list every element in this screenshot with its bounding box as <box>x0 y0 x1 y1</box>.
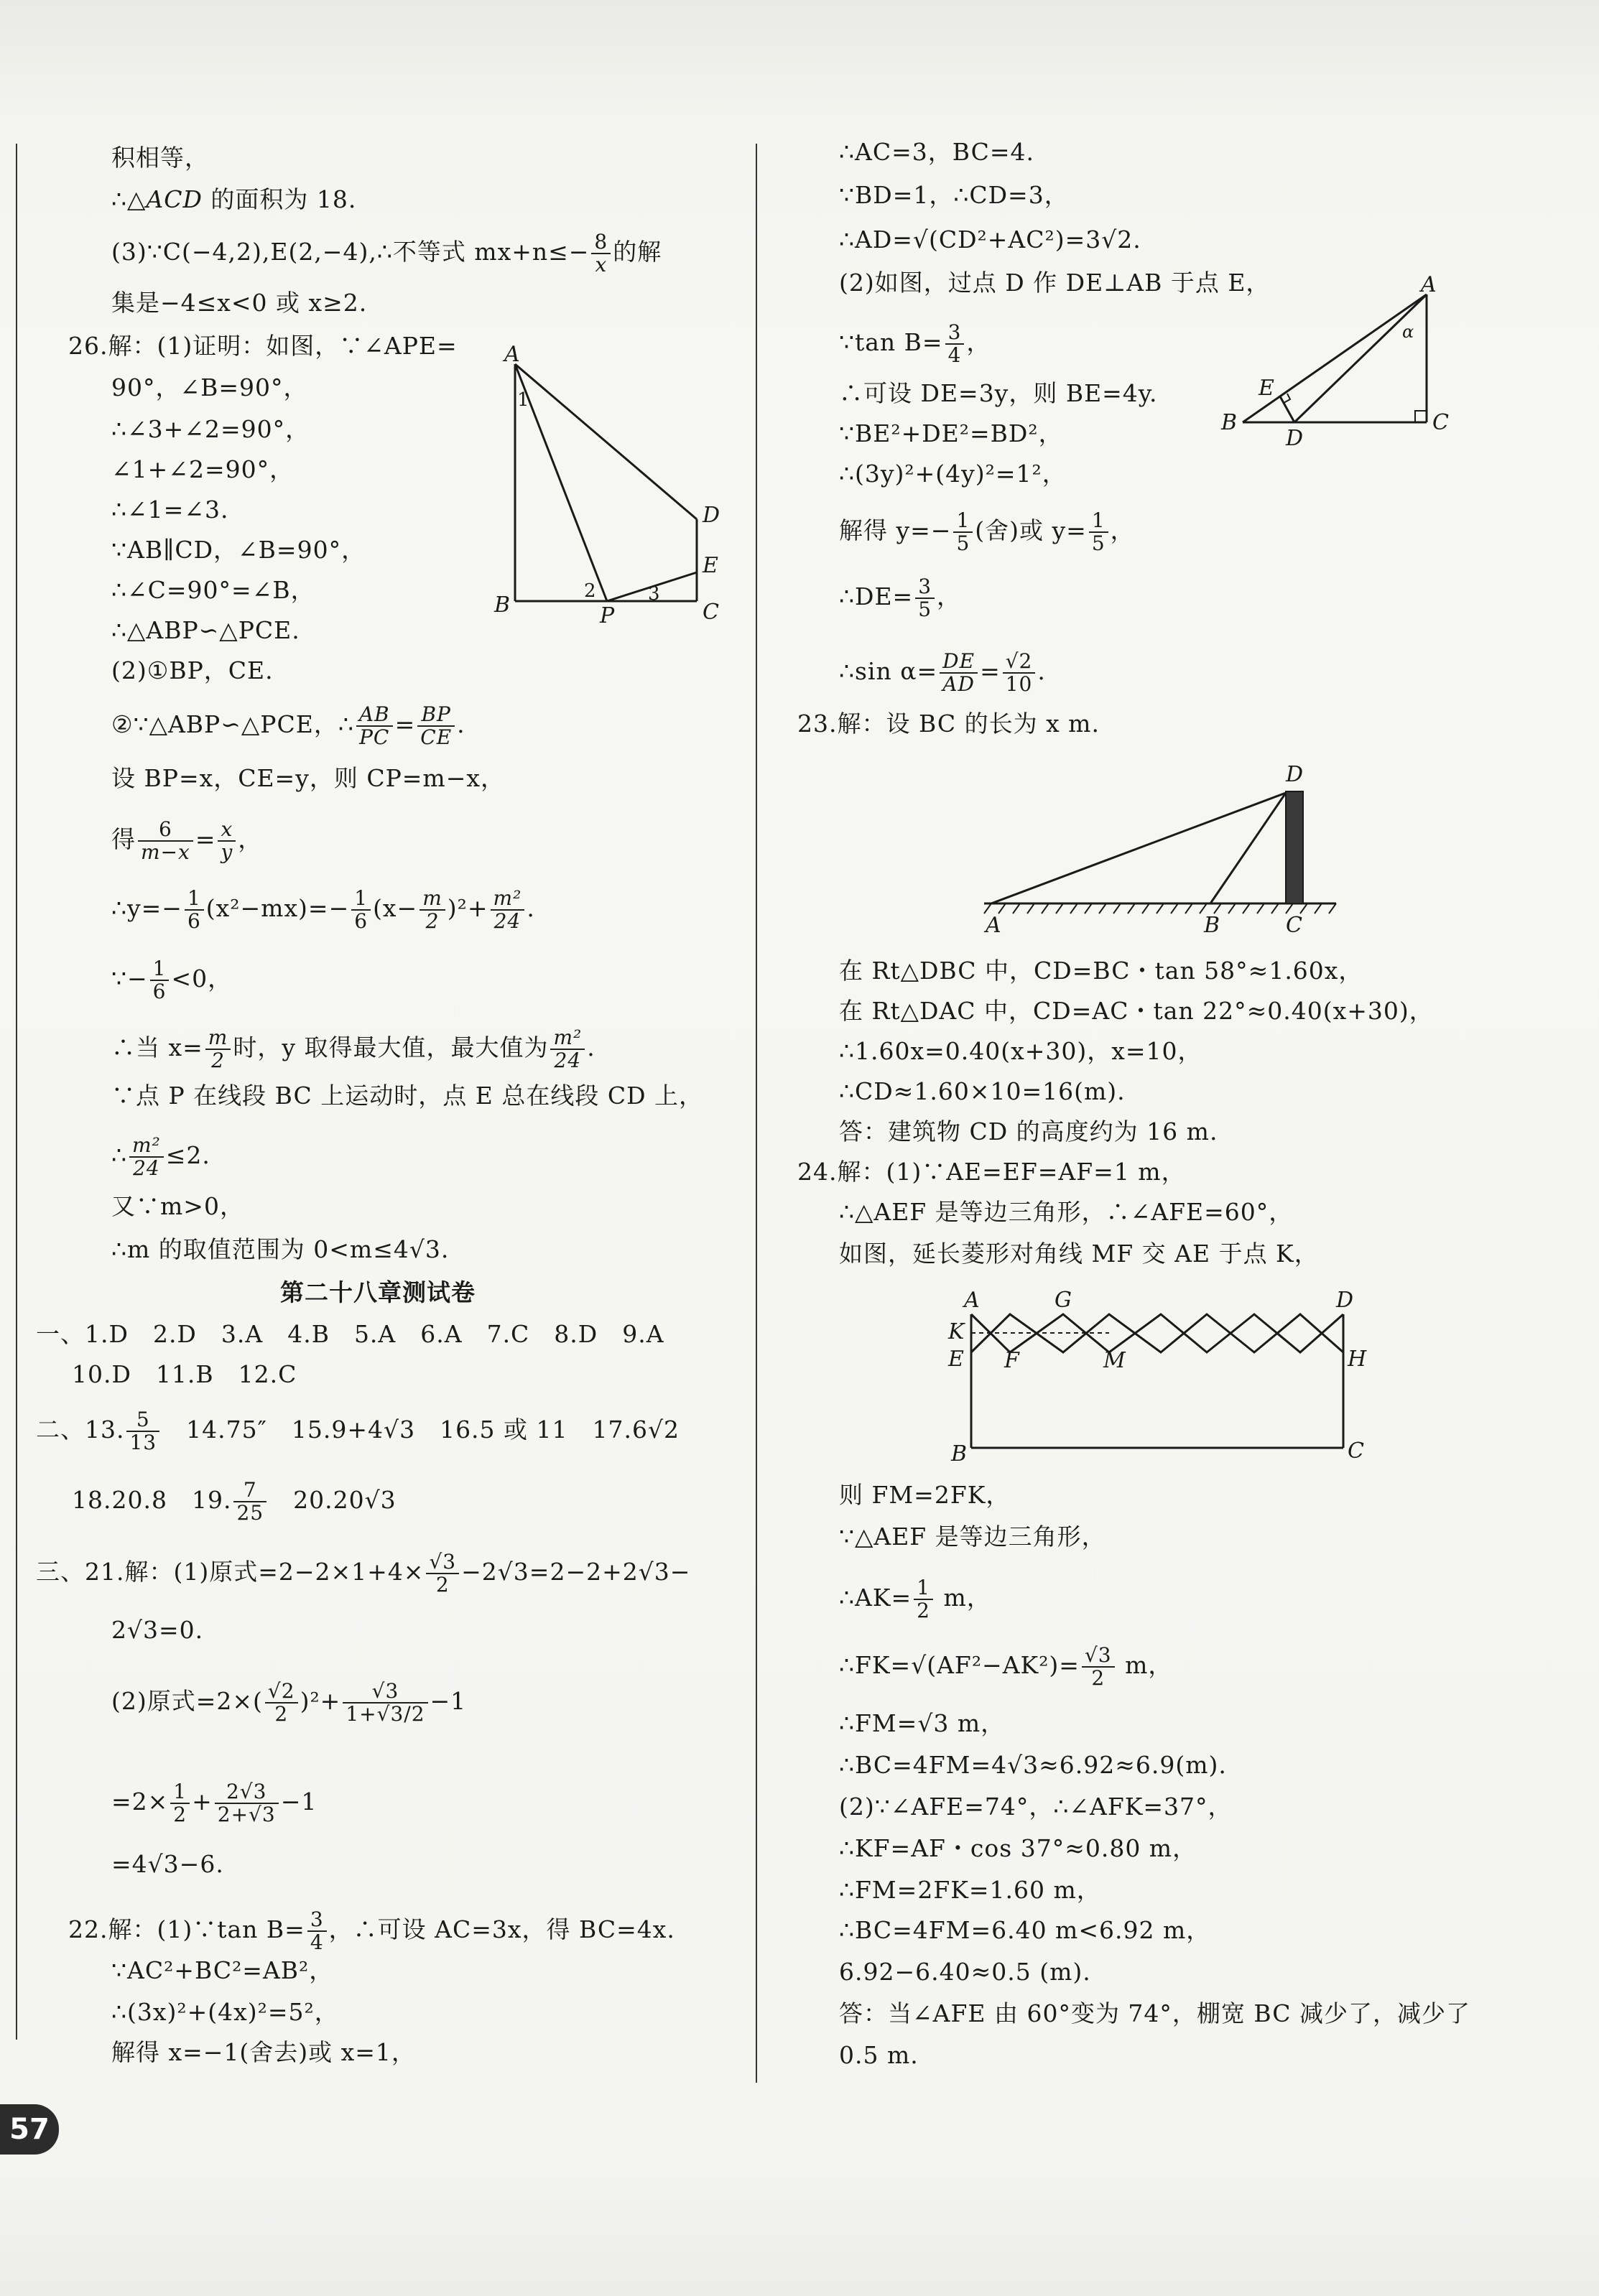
angle-1-label: 1 <box>517 389 529 411</box>
numerator: 1 <box>185 888 204 911</box>
label-A: A <box>986 913 1001 938</box>
text-line <box>111 704 465 748</box>
text-span: ∵tan B= <box>839 328 943 356</box>
fraction <box>426 1551 459 1596</box>
left-margin-rule <box>16 144 17 2040</box>
text-line <box>839 1645 1172 1689</box>
text-line: ∴∠3+∠2=90°， <box>111 415 310 443</box>
denominator: 24 <box>133 1156 160 1180</box>
text-span: −1 <box>430 1687 467 1715</box>
fraction <box>185 888 204 932</box>
denominator: 2 <box>211 1049 225 1072</box>
text-span: ， <box>966 328 991 356</box>
numerator: m <box>205 1027 231 1050</box>
denominator: y <box>221 840 233 864</box>
fraction <box>914 1577 933 1622</box>
right-angle-E <box>1284 394 1290 403</box>
text-span: . <box>587 1033 595 1061</box>
text-line: ∴AD=√(CD²+AC²)=3√2. <box>839 226 1141 254</box>
text-line <box>839 322 991 366</box>
text-line: 10.D 11.B 12.C <box>72 1360 297 1388</box>
label-H: H <box>1348 1347 1367 1372</box>
text-span: 18.20.8 19. <box>72 1486 232 1514</box>
text-span: . <box>457 710 465 738</box>
fraction <box>265 1681 298 1725</box>
denominator: 24 <box>554 1049 582 1072</box>
text-line <box>111 1681 466 1725</box>
fraction <box>215 1781 279 1826</box>
segment-AD <box>515 364 697 519</box>
fraction <box>129 1135 164 1179</box>
text-span: 二、13. <box>36 1416 125 1444</box>
text-span: ∴△ <box>111 185 147 213</box>
label-C: C <box>1348 1439 1364 1464</box>
label-E: E <box>1259 376 1274 401</box>
text-span: (2)原式=2×( <box>111 1687 263 1715</box>
segment-DA <box>1294 294 1427 422</box>
numerator: m <box>420 888 445 911</box>
figure-23-diagram <box>977 760 1350 947</box>
text-span: 20.20√3 <box>269 1486 397 1514</box>
text-span: ， <box>1110 516 1135 544</box>
denominator: m−x <box>141 840 190 864</box>
text-line: ∴m 的取值范围为 0<m≤4√3. <box>111 1235 450 1263</box>
text-span: = <box>394 710 416 738</box>
text-line <box>111 1027 595 1072</box>
label-A: A <box>964 1288 980 1313</box>
text-line: ∵AC²+BC²=AB²， <box>111 1956 334 1984</box>
text-line: ∴可设 DE=3y，则 BE=4y. <box>839 379 1158 407</box>
denominator: 2 <box>1091 1666 1106 1690</box>
text-line: 2√3=0. <box>111 1616 204 1644</box>
fraction <box>126 1409 159 1454</box>
text-span: ∴DE= <box>839 582 914 610</box>
text-span: 三、21.解：(1)原式=2−2×1+4× <box>36 1558 425 1586</box>
text-line <box>111 185 356 214</box>
text-line: ∴BC=4FM=6.40 m<6.92 m， <box>839 1916 1211 1944</box>
text-line: 集是−4≤x<0 或 x≥2. <box>111 289 368 317</box>
text-span: = <box>195 825 216 853</box>
text-span: ∴y=− <box>111 894 182 922</box>
numerator: 1 <box>351 888 371 911</box>
numerator: 1 <box>150 958 170 981</box>
fraction <box>351 888 371 932</box>
fraction <box>343 1681 427 1725</box>
numerator: DE <box>940 651 978 674</box>
fraction <box>150 958 170 1003</box>
segment-BD <box>1210 793 1286 903</box>
text-line <box>839 651 1046 695</box>
text-line: ∴AC=3，BC=4. <box>839 138 1034 166</box>
fraction <box>550 1027 585 1072</box>
label-F: F <box>1004 1348 1019 1373</box>
text-line: 一、1.D 2.D 3.A 4.B 5.A 6.A 7.C 8.D 9.A <box>36 1320 664 1348</box>
text-span: (x− <box>373 894 418 922</box>
numerator: 2√3 <box>215 1781 279 1804</box>
ground-hatching <box>984 903 1336 914</box>
fraction <box>233 1479 266 1524</box>
figure-26-diagram <box>488 341 733 625</box>
label-C: C <box>1286 913 1302 938</box>
text-line: (2)∵∠AFE=74°，∴∠AFK=37°， <box>839 1793 1233 1821</box>
text-span: 时，y 取得最大值，最大值为 <box>233 1033 549 1061</box>
text-span: )²+ <box>447 894 488 922</box>
numerator: 3 <box>945 322 965 345</box>
text-span: ≤2. <box>165 1141 210 1169</box>
text-line <box>72 1479 397 1524</box>
label-B: B <box>494 592 511 618</box>
text-line: ∵BD=1，∴CD=3， <box>839 181 1069 209</box>
text-span: 得 <box>111 825 136 853</box>
denominator: 2+√3 <box>217 1803 276 1826</box>
text-span: ，∴可设 AC=3x，得 BC=4x. <box>328 1915 675 1943</box>
label-D: D <box>1286 426 1304 451</box>
fraction <box>205 1027 231 1072</box>
text-span: 解得 y=− <box>839 516 952 544</box>
fraction <box>420 888 445 932</box>
text-line: ∴1.60x=0.40(x+30)，x=10， <box>839 1037 1202 1065</box>
label-D: D <box>703 503 720 528</box>
denominator: 1+√3/2 <box>346 1702 425 1726</box>
text-line: 答：当∠AFE 由 60°变为 74°，棚宽 BC 减少了，减少了 <box>839 1999 1471 2027</box>
text-line: ∴KF=AF・cos 37°≈0.80 m， <box>839 1834 1197 1862</box>
label-P: P <box>600 603 615 625</box>
text-line: ∴△ABP∽△PCE. <box>111 616 300 644</box>
text-span: (x²−mx)=− <box>205 894 350 922</box>
fraction <box>1082 1645 1115 1689</box>
figure-24-svg <box>934 1286 1379 1472</box>
text-line: ∠1+∠2=90°， <box>111 455 295 483</box>
chapter-title: 第二十八章测试卷 <box>280 1278 476 1306</box>
numerator: √3 <box>426 1551 459 1574</box>
text-line: 23.解：设 BC 的长为 x m. <box>797 710 1100 738</box>
text-span: ②∵△ABP∽△PCE，∴ <box>111 710 354 738</box>
text-line <box>111 1135 210 1179</box>
denominator: 2 <box>425 909 440 933</box>
denominator: 24 <box>493 909 522 933</box>
text-span: )²+ <box>300 1687 341 1715</box>
text-line: ∴FM=√3 m， <box>839 1709 1006 1737</box>
denominator: 2 <box>274 1702 289 1726</box>
figure-22-svg <box>1214 273 1465 452</box>
text-span: . <box>1037 657 1046 685</box>
text-line: ∴(3y)²+(4y)²=1²， <box>839 460 1067 488</box>
text-line: ∴∠1=∠3. <box>111 496 229 524</box>
segment-BA <box>1243 294 1427 422</box>
numerator: 1 <box>914 1577 933 1600</box>
denominator: x <box>595 253 608 276</box>
text-line: 26.解：(1)证明：如图，∵∠APE= <box>68 332 458 360</box>
text-line: 解得 x=−1(舍去)或 x=1， <box>111 2038 416 2066</box>
text-line <box>111 231 662 276</box>
text-line: (2)如图，过点 D 作 DE⊥AB 于点 E， <box>839 269 1271 297</box>
text-span: . <box>527 894 535 922</box>
label-D: D <box>1286 762 1304 787</box>
numerator: √2 <box>1003 651 1036 674</box>
text-line: 0.5 m. <box>839 2041 919 2069</box>
text-span: 的面积为 18. <box>202 185 357 213</box>
right-angle-C <box>1415 411 1427 422</box>
text-span: m， <box>935 1584 991 1612</box>
figure-26-svg <box>488 341 733 625</box>
fraction <box>417 704 455 748</box>
denominator: 4 <box>947 343 962 367</box>
numerator: √3 <box>343 1681 427 1704</box>
text-line: 又∵m>0， <box>111 1192 244 1220</box>
figure-22-diagram <box>1214 273 1465 452</box>
text-line: 24.解：(1)∵AE=EF=AF=1 m， <box>797 1158 1186 1186</box>
text-line <box>68 1909 675 1953</box>
text-line: ∴FM=2FK=1.60 m， <box>839 1876 1101 1904</box>
numerator: BP <box>417 704 455 727</box>
numerator: 7 <box>233 1479 266 1502</box>
text-span: ∴ <box>111 1141 127 1169</box>
label-B: B <box>1204 913 1220 938</box>
text-line: 6.92−6.40≈0.5 (m). <box>839 1958 1091 1986</box>
fraction <box>138 819 193 863</box>
fraction <box>307 1909 327 1953</box>
text-line: 答：建筑物 CD 的高度约为 16 m. <box>839 1117 1218 1145</box>
denominator: 10 <box>1005 672 1033 696</box>
text-line: ∵点 P 在线段 BC 上运动时，点 E 总在线段 CD 上， <box>111 1082 704 1110</box>
label-A: A <box>504 342 520 367</box>
text-line: ∵△AEF 是等边三角形， <box>839 1523 1106 1551</box>
label-K: K <box>948 1319 965 1344</box>
fraction <box>1003 651 1036 695</box>
text-line: (2)①BP，CE. <box>111 656 274 684</box>
text-span: 22.解：(1)∵tan B= <box>68 1915 305 1943</box>
text-line <box>839 510 1135 554</box>
text-span: −1 <box>280 1788 318 1816</box>
text-line: ∴BC=4FM=4√3≈6.92≈6.9(m). <box>839 1751 1227 1779</box>
denominator: 2 <box>435 1573 450 1596</box>
fraction <box>591 231 611 276</box>
text-line: 积相等， <box>111 144 209 172</box>
text-span: 14.75″ 15.9+4√3 16.5 或 11 17.6√2 <box>162 1416 680 1444</box>
fraction <box>356 704 393 748</box>
text-line <box>111 819 262 863</box>
numerator: 3 <box>307 1909 327 1932</box>
denominator: AD <box>942 672 975 696</box>
numerator: √3 <box>1082 1645 1115 1668</box>
text-line: 在 Rt△DBC 中，CD=BC・tan 58°≈1.60x， <box>839 957 1363 985</box>
denominator: 6 <box>187 909 201 933</box>
numerator: 1 <box>953 510 973 533</box>
text-span: ∴AK= <box>839 1584 912 1612</box>
label-C: C <box>1432 410 1449 435</box>
text-span: + <box>192 1788 213 1816</box>
numerator: 8 <box>591 231 611 254</box>
text-span: ∴sin α= <box>839 657 938 685</box>
text-line: ∴△AEF 是等边三角形，∴∠AFE=60°， <box>839 1198 1294 1226</box>
denominator: 4 <box>310 1930 324 1954</box>
angle-2-label: 2 <box>584 580 596 602</box>
numerator: √2 <box>265 1681 298 1704</box>
text-span: <0， <box>171 965 233 993</box>
label-B: B <box>1221 410 1238 435</box>
numerator: m² <box>550 1027 585 1050</box>
label-E: E <box>948 1347 964 1372</box>
fraction <box>218 819 236 863</box>
label-B: B <box>951 1441 968 1467</box>
label-C: C <box>703 600 719 625</box>
text-line: ∴∠C=90°=∠B， <box>111 576 315 604</box>
denominator: 6 <box>152 980 167 1003</box>
denominator: 13 <box>129 1431 157 1454</box>
fraction <box>953 510 973 554</box>
fraction <box>170 1781 190 1826</box>
denominator: 5 <box>956 531 970 555</box>
text-span: ， <box>937 582 962 610</box>
text-line: ∴(3x)²+(4x)²=5²， <box>111 1998 339 2026</box>
text-line: ∴CD≈1.60×10=16(m). <box>839 1077 1126 1105</box>
text-line <box>36 1409 680 1454</box>
numerator: 5 <box>126 1409 159 1432</box>
label-G: G <box>1055 1288 1072 1313</box>
text-line: ∵BE²+DE²=BD²， <box>839 419 1063 447</box>
numerator: 6 <box>138 819 193 842</box>
fraction <box>915 576 935 621</box>
segment-AD <box>991 793 1286 903</box>
text-span: ACD <box>146 185 203 213</box>
figure-24-diagram <box>934 1286 1379 1472</box>
numerator: 1 <box>170 1781 190 1804</box>
text-line <box>111 888 535 932</box>
text-span: ∴当 x= <box>111 1033 203 1061</box>
text-span: ， <box>238 825 263 853</box>
text-line: 90°，∠B=90°， <box>111 373 308 401</box>
label-alpha: α <box>1402 322 1414 342</box>
numerator: m² <box>491 888 525 911</box>
numerator: m² <box>129 1135 164 1158</box>
text-line <box>839 576 961 621</box>
denominator: PC <box>359 725 390 749</box>
text-span: =2× <box>111 1788 169 1816</box>
denominator: 2 <box>917 1599 930 1622</box>
text-span: ∵− <box>111 965 148 993</box>
denominator: 25 <box>236 1501 264 1525</box>
text-line: =4√3−6. <box>111 1850 224 1878</box>
column-divider <box>756 144 757 2083</box>
text-span: = <box>980 657 1001 685</box>
fraction <box>945 322 965 366</box>
label-A: A <box>1421 273 1437 297</box>
text-span: 的解 <box>613 238 662 266</box>
text-line <box>36 1551 690 1596</box>
text-line <box>111 1781 317 1826</box>
text-line: 设 BP=x，CE=y，则 CP=m−x， <box>111 764 505 792</box>
denominator: CE <box>420 725 453 749</box>
numerator: x <box>218 819 236 842</box>
building-CD <box>1286 791 1303 903</box>
label-E: E <box>703 553 718 578</box>
fraction <box>491 888 525 932</box>
text-line: ∵AB∥CD，∠B=90°， <box>111 536 366 564</box>
angle-3-label: 3 <box>648 583 660 605</box>
denominator: 5 <box>1091 531 1106 555</box>
text-span: ∴FK=√(AF²−AK²)= <box>839 1651 1080 1679</box>
text-span: m， <box>1116 1651 1173 1679</box>
fraction <box>1089 510 1108 554</box>
label-D: D <box>1336 1288 1354 1313</box>
page-number-badge: 57 <box>0 2104 59 2155</box>
denominator: 5 <box>918 598 932 621</box>
figure-23-svg <box>977 760 1350 947</box>
denominator: 2 <box>173 1803 187 1826</box>
text-span: −2√3=2−2+2√3− <box>461 1558 691 1586</box>
text-span: (3)∵C(−4,2),E(2,−4),∴不等式 mx+n≤− <box>111 238 590 266</box>
label-M: M <box>1103 1348 1126 1373</box>
text-line <box>839 1577 991 1622</box>
numerator: AB <box>356 704 393 727</box>
numerator: 3 <box>915 576 935 599</box>
text-line <box>111 958 232 1003</box>
denominator: 6 <box>354 909 369 933</box>
text-span: (舍)或 y= <box>975 516 1087 544</box>
numerator: 1 <box>1089 510 1108 533</box>
text-line: 在 Rt△DAC 中，CD=AC・tan 22°≈0.40(x+30)， <box>839 997 1434 1025</box>
fraction <box>940 651 978 695</box>
text-line: 如图，延长菱形对角线 MF 交 AE 于点 K， <box>839 1240 1319 1268</box>
text-line: 则 FM=2FK， <box>839 1481 1011 1509</box>
